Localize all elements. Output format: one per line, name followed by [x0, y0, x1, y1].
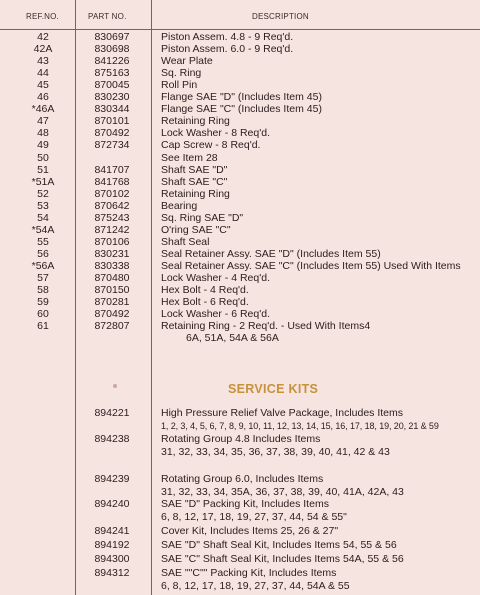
description-cell: 6A, 51A, 54A & 56A: [186, 332, 279, 345]
description-cell: Hex Bolt - 4 Req'd.: [161, 284, 249, 297]
ref-cell: 42: [37, 31, 49, 43]
ref-cell: 60: [37, 308, 49, 321]
ref-cell: 59: [37, 296, 49, 309]
part-cell: 830698: [94, 43, 130, 56]
kit-part-no: 894239: [94, 473, 130, 485]
table-row: [0, 55, 480, 67]
kit-description: Rotating Group 4.8 Includes Items: [161, 433, 321, 445]
ref-cell: 54: [37, 211, 49, 224]
ref-cell: 42A: [33, 43, 53, 56]
kit-part-no: 894241: [94, 525, 130, 537]
ref-cell: 43: [37, 55, 49, 68]
part-cell: 830697: [94, 31, 130, 43]
description-cell: Shaft Seal: [161, 235, 210, 248]
description-cell: Lock Washer - 8 Req'd.: [161, 127, 270, 140]
part-cell: 830338: [94, 259, 130, 272]
part-cell: 870106: [94, 235, 130, 248]
description-cell: Wear Plate: [161, 55, 213, 68]
part-cell: 872807: [94, 320, 130, 333]
ref-cell: 49: [37, 139, 49, 152]
part-cell: 830230: [94, 91, 130, 104]
kit-items-line: 6, 8, 12, 17, 18, 19, 27, 37, 44, 54 & 55": [161, 510, 347, 523]
table-row: [0, 272, 480, 284]
kit-part-no: 894240: [94, 498, 130, 510]
part-cell: 870492: [94, 308, 130, 321]
table-row: [0, 139, 480, 151]
description-cell: Retaining Ring: [161, 187, 230, 200]
table-row: [0, 67, 480, 79]
table-row: [0, 224, 480, 236]
description-cell: Retaining Ring - 2 Req'd. - Used With Items4: [161, 320, 371, 333]
part-cell: 870102: [94, 187, 130, 200]
kit-part-no: 894192: [94, 539, 130, 551]
ref-cell: 52: [37, 187, 49, 200]
kit-description: SAE ""C"" Packing Kit, Includes Items: [161, 567, 337, 579]
part-cell: 871242: [94, 223, 130, 236]
description-cell: Seal Retainer Assy. SAE "D" (Includes Item 55): [161, 247, 381, 260]
table-row: [0, 332, 480, 344]
ref-cell: 44: [37, 67, 49, 80]
description-cell: O'ring SAE "C": [161, 223, 231, 236]
description-cell: Flange SAE "C" (Includes Item 45): [161, 103, 322, 116]
ref-cell: *54A: [31, 223, 55, 236]
table-row: [0, 103, 480, 115]
description-cell: Seal Retainer Assy. SAE "C" (Includes Item 55) Used With Items: [161, 259, 461, 272]
kit-description: SAE "D" Packing Kit, Includes Items: [161, 498, 329, 510]
description-cell: Lock Washer - 6 Req'd.: [161, 308, 270, 321]
ref-cell: 45: [37, 79, 49, 92]
part-cell: 875243: [94, 211, 130, 224]
part-cell: 872734: [94, 139, 130, 152]
service-kits-title: SERVICE KITS: [228, 382, 319, 396]
description-cell: Piston Assem. 4.8 - 9 Req'd.: [161, 31, 294, 43]
part-cell: 870045: [94, 79, 130, 92]
table-row: [0, 176, 480, 188]
part-cell: 870150: [94, 284, 130, 297]
ref-cell: 51: [37, 163, 49, 176]
table-row: [0, 236, 480, 248]
ref-cell: 58: [37, 284, 49, 297]
part-cell: 830344: [94, 103, 130, 116]
part-cell: 870281: [94, 296, 130, 309]
description-cell: Hex Bolt - 6 Req'd.: [161, 296, 249, 309]
table-row: [0, 43, 480, 55]
part-cell: 870492: [94, 127, 130, 140]
kit-description: Cover Kit, Includes Items 25, 26 & 27": [161, 525, 339, 537]
description-cell: Cap Screw - 8 Req'd.: [161, 139, 261, 152]
kit-part-no: 894221: [94, 407, 130, 419]
kit-items-line: 6, 8, 12, 17, 18, 19, 27, 37, 44, 54A & 55: [161, 579, 350, 592]
description-cell: Shaft SAE "C": [161, 175, 228, 188]
description-cell: Retaining Ring: [161, 115, 230, 128]
table-row: [0, 164, 480, 176]
ref-cell: 47: [37, 115, 49, 128]
table-row: [0, 308, 480, 320]
kit-description: Rotating Group 6.0, Includes Items: [161, 473, 324, 485]
description-cell: Lock Washer - 4 Req'd.: [161, 272, 270, 284]
ref-cell: 56: [37, 247, 49, 260]
part-cell: 841707: [94, 163, 130, 176]
table-row: [0, 115, 480, 127]
kit-items-line: 31, 32, 33, 34, 35, 36, 37, 38, 39, 40, 41, 42 & 43: [161, 445, 390, 458]
description-cell: Sq. Ring SAE "D": [161, 211, 244, 224]
header-ref-no: REF.NO.: [26, 12, 59, 21]
ref-cell: 50: [37, 151, 49, 164]
part-cell: 841768: [94, 175, 130, 188]
part-cell: 841226: [94, 55, 130, 68]
ref-cell: *51A: [31, 175, 55, 188]
part-cell: 830231: [94, 247, 130, 260]
page-speck: [113, 384, 117, 388]
ref-cell: 48: [37, 127, 49, 140]
description-cell: See Item 28: [161, 151, 218, 164]
table-row: [0, 200, 480, 212]
table-row: [0, 91, 480, 103]
table-row: [0, 260, 480, 272]
table-row: [0, 284, 480, 296]
kit-items-line: 31, 32, 33, 34, 35A, 36, 37, 38, 39, 40, 41A, 42A, 43: [161, 485, 404, 498]
table-row: [0, 31, 480, 43]
kit-description: High Pressure Relief Valve Package, Includes Items: [161, 407, 404, 419]
description-cell: Bearing: [161, 199, 198, 212]
kit-items-line: 1, 2, 3, 4, 5, 6, 7, 8, 9, 10, 11, 12, 13, 14, 15, 16, 17, 18, 19, 20, 21 & 59: [161, 421, 439, 431]
ref-cell: 46: [37, 91, 49, 104]
table-row: [0, 79, 480, 91]
header-description: DESCRIPTION: [252, 12, 309, 21]
description-cell: Sq. Ring: [161, 67, 202, 80]
part-cell: 870101: [94, 115, 130, 128]
ref-cell: 61: [37, 320, 49, 333]
description-cell: Piston Assem. 6.0 - 9 Req'd.: [161, 43, 294, 56]
description-cell: Flange SAE "D" (Includes Item 45): [161, 91, 322, 104]
table-row: [0, 248, 480, 260]
ref-cell: 53: [37, 199, 49, 212]
description-cell: Roll Pin: [161, 79, 198, 92]
part-cell: 870642: [94, 199, 130, 212]
table-row: [0, 152, 480, 164]
part-cell: 870480: [94, 272, 130, 284]
ref-cell: 55: [37, 235, 49, 248]
ref-cell: 57: [37, 272, 49, 284]
kit-part-no: 894238: [94, 433, 130, 445]
header-divider: [0, 29, 480, 30]
table-row: [0, 212, 480, 224]
kit-part-no: 894300: [94, 553, 130, 565]
table-row: [0, 188, 480, 200]
table-row: [0, 127, 480, 139]
kit-part-no: 894312: [94, 567, 130, 579]
kit-description: SAE "D" Shaft Seal Kit, Includes Items 54, 55 & 56: [161, 539, 397, 551]
kit-description: SAE "C" Shaft Seal Kit, Includes Items 54A, 55 & 56: [161, 553, 404, 565]
table-row: [0, 296, 480, 308]
header-part-no: PART NO.: [88, 12, 127, 21]
ref-cell: *46A: [31, 103, 55, 116]
ref-cell: *56A: [31, 259, 55, 272]
part-cell: 875163: [94, 67, 130, 80]
description-cell: Shaft SAE "D": [161, 163, 228, 176]
table-row: [0, 320, 480, 332]
